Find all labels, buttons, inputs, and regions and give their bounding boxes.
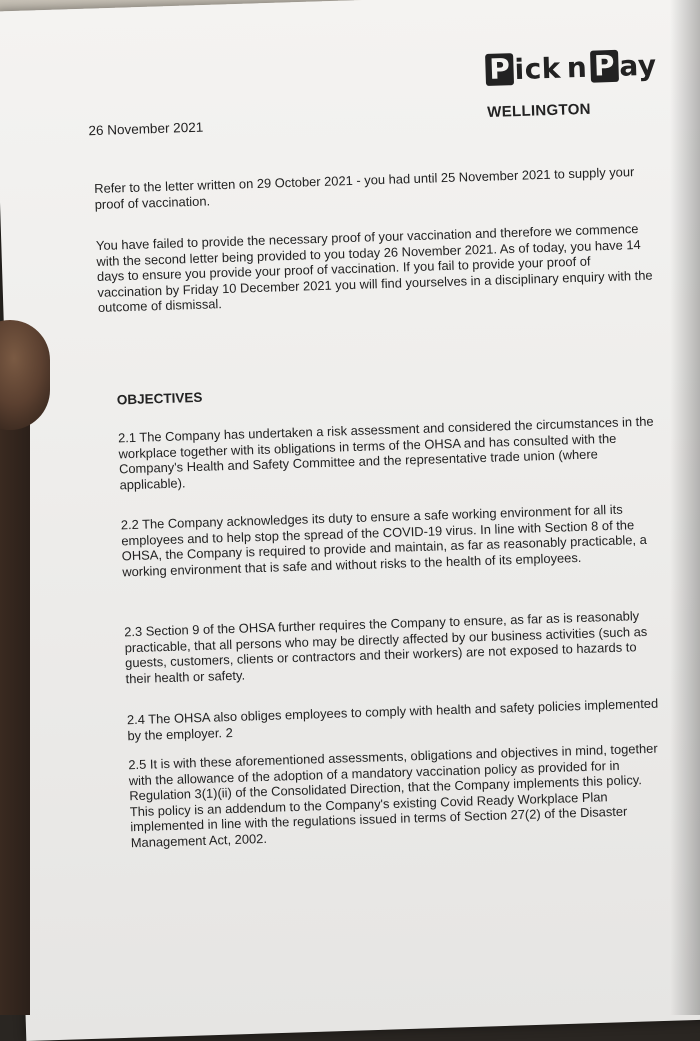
letter-date: 26 November 2021 (88, 119, 204, 139)
objective-item-2-4: 2.4 The OHSA also obliges employees to comply with health and safety policies implemented by the employer. 2 (126, 695, 659, 743)
objective-item-2-1: 2.1 The Company has undertaken a risk assessment and considered the circumstances in the workplace together with its obligations in terms of the OHSA and has consulted with the Company's Health and Safety Committee and the representative trade union (where applicable). (117, 413, 654, 492)
background-shadow (670, 0, 700, 1015)
paragraph-reference: Refer to the letter written on 29 October 2021 - you had until 25 November 2021 to supply your proof of vaccination. (94, 164, 635, 212)
pick-n-pay-logo (485, 47, 657, 88)
logo-box-p: P (485, 53, 514, 86)
objectives-heading: OBJECTIVES (116, 389, 203, 408)
branch-name: WELLINGTON (487, 100, 592, 121)
logo-text-n: n (566, 50, 588, 84)
paragraph-notice: You have failed to provide the necessary proof of your vaccination and therefore we commence with the second letter being provided to you today 26 November 2021. As of today, you have 14 days to ensure you provide your proof of vaccination. If you fail to provide your proof of vaccination by Friday 10 December 2021 you will find yourselves in a disciplinary enquiry with the outcome of dismissal. (95, 220, 653, 315)
logo-text-ay: ay (618, 48, 658, 83)
objective-item-2-2: 2.2 The Company acknowledges its duty to ensure a safe working environment for all its employees and to help stop the spread of the COVID-19 virus. In line with Section 8 of the OHSA, the Company is required to provide and maintain, as far as reasonably practicable, a working environment that is safe and without risks to the health of its employees. (120, 501, 647, 579)
objective-item-2-5: 2.5 It is with these aforementioned assessments, obligations and objectives in mind, together with the allowance of the adoption of a mandatory vaccination policy as provided for in Regulation 3(1)(ii) of the Consolidated Direction, that the Company implements this policy. This policy is an addendum to the Company's existing Covid Ready Workplace Plan implemented in line with the regulations issued in terms of Section 27(2) of the Disaster Management Act, 2002. (128, 740, 658, 850)
objective-item-2-3: 2.3 Section 9 of the OHSA further requires the Company to ensure, as far as is reasonably practicable, that all persons who may be directly affected by our business activities (such as guests, customers, clients or contractors and their workers) are not exposed to hazards to their health or safety. (123, 608, 648, 686)
hand-holding-paper (0, 420, 30, 1015)
logo-box-pay: P (590, 50, 619, 83)
logo-text-ick: ick (514, 51, 562, 86)
